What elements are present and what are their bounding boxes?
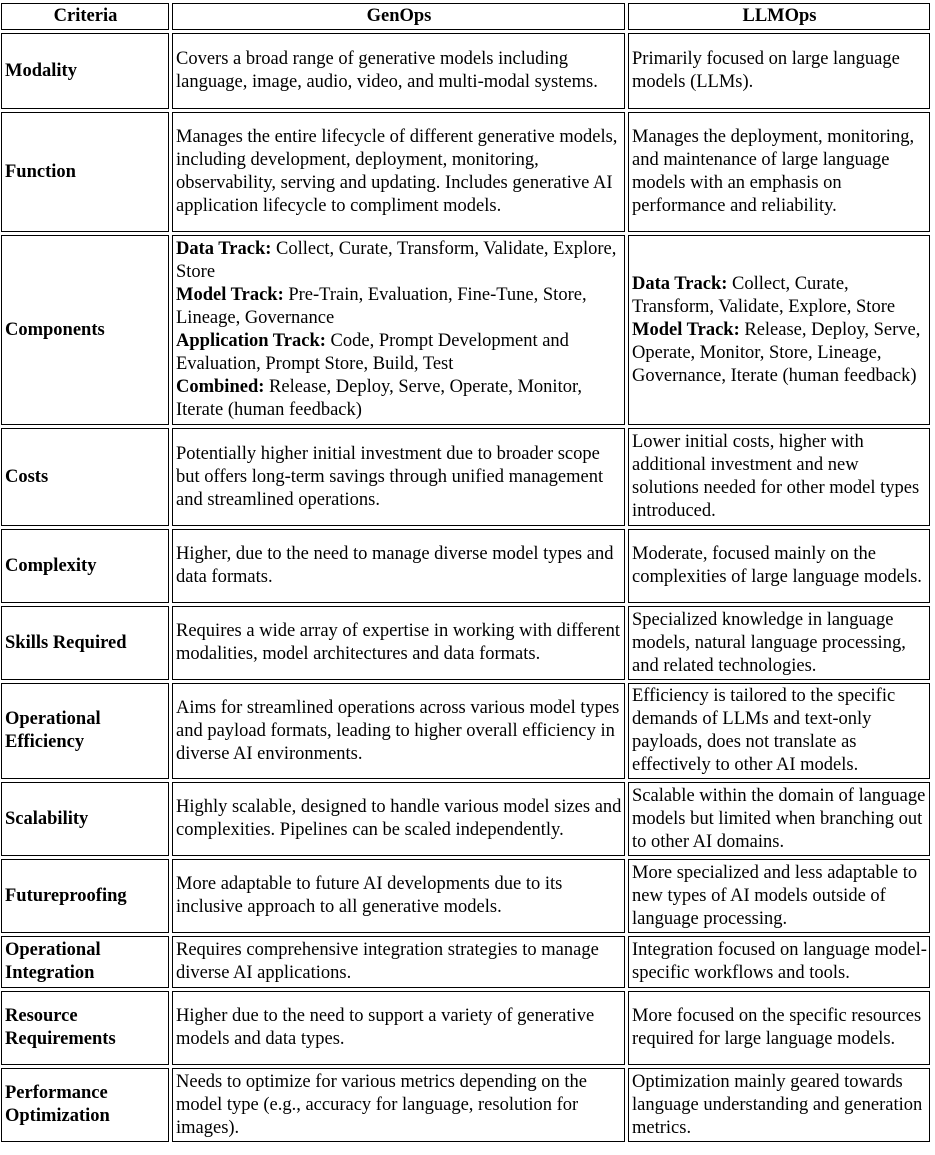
header-genops: GenOps [172,3,625,30]
llmops-cell: Lower initial costs, higher with additional investment and new solutions needed for other model types introduced. [628,428,930,526]
genops-cell: Aims for streamlined operations across various model types and payload formats, leading to higher overall efficiency in diverse AI environments. [172,683,625,779]
components-segment [176,285,587,328]
header-llmops: LLMOps [628,3,930,30]
table-row [1,991,930,1065]
segment-text: Code, Prompt Development and Evaluation, Prompt Store, Build, Test [176,331,569,374]
segment-text: Collect, Curate, Transform, Validate, Explore, Store [176,239,617,282]
table-row [1,936,930,988]
genops-cell: Needs to optimize for various metrics depending on the model type (e.g., accuracy for language, resolution for images). [172,1068,625,1142]
llmops-cell: More specialized and less adaptable to new types of AI models outside of language processing. [628,859,930,933]
criteria-cell: Resource Requirements [1,991,169,1065]
table-row [1,428,930,526]
criteria-cell: Futureproofing [1,859,169,933]
criteria-cell: Scalability [1,782,169,856]
llmops-cell: Scalable within the domain of language models but limited when branching out to other AI domains. [628,782,930,856]
segment-label: Data Track: [176,239,272,259]
llmops-cell: Moderate, focused mainly on the complexities of large language models. [628,529,930,603]
header-criteria: Criteria [1,3,169,30]
table-row [1,683,930,779]
genops-cell: Covers a broad range of generative models including language, image, audio, video, and multi-modal systems. [172,33,625,109]
criteria-cell: Operational Integration [1,936,169,988]
segment-text: Collect, Curate, Transform, Validate, Explore, Store [632,273,896,317]
segment-label: Combined: [176,377,265,397]
components-segment [632,274,895,317]
table-row [1,1068,930,1142]
segment-label: Application Track: [176,331,326,351]
table-header [1,3,930,30]
genops-cell [172,235,625,425]
table-body [1,33,930,1142]
llmops-cell: More focused on the specific resources required for large language models. [628,991,930,1065]
table-row [1,606,930,680]
criteria-cell: Performance Optimization [1,1068,169,1142]
criteria-cell: Modality [1,33,169,109]
genops-cell: Higher, due to the need to manage diverse model types and data formats. [172,529,625,603]
llmops-cell: Optimization mainly geared towards language understanding and generation metrics. [628,1068,930,1142]
components-segment [176,377,582,420]
llmops-cell: Specialized knowledge in language models, natural language processing, and related technologies. [628,606,930,680]
llmops-cell [628,235,930,425]
table-row [1,859,930,933]
criteria-cell: Skills Required [1,606,169,680]
genops-cell: Higher due to the need to support a variety of generative models and data types. [172,991,625,1065]
segment-text: Pre-Train, Evaluation, Fine-Tune, Store, Lineage, Governance [176,285,587,328]
llmops-cell: Primarily focused on large language models (LLMs). [628,33,930,109]
table-row [1,782,930,856]
llmops-cell: Integration focused on language model-specific workflows and tools. [628,936,930,988]
genops-cell: Requires a wide array of expertise in working with different modalities, model architectures and data formats. [172,606,625,680]
table-row [1,529,930,603]
genops-cell: More adaptable to future AI developments due to its inclusive approach to all generative models. [172,859,625,933]
table-row [1,112,930,232]
criteria-cell: Components [1,235,169,425]
genops-cell: Requires comprehensive integration strategies to manage diverse AI applications. [172,936,625,988]
genops-cell: Highly scalable, designed to handle various model sizes and complexities. Pipelines can be scaled independently. [172,782,625,856]
segment-label: Model Track: [176,285,284,305]
criteria-cell: Complexity [1,529,169,603]
table-row [1,235,930,425]
llmops-cell: Manages the deployment, monitoring, and maintenance of large language models with an emphasis on performance and reliability. [628,112,930,232]
llmops-cell: Efficiency is tailored to the specific demands of LLMs and text-only payloads, does not translate as effectively to other AI models. [628,683,930,779]
header-row [1,3,930,30]
components-segment [632,320,920,386]
criteria-cell: Function [1,112,169,232]
genops-cell: Manages the entire lifecycle of different generative models, including development, deployment, monitoring, observability, serving and updating. Includes generative AI application lifecycle to compliment models. [172,112,625,232]
segment-label: Model Track: [632,319,740,340]
criteria-cell: Operational Efficiency [1,683,169,779]
segment-text: Release, Deploy, Serve, Operate, Monitor, Store, Lineage, Governance, Iterate (human feedback) [632,319,921,386]
genops-cell: Potentially higher initial investment due to broader scope but offers long-term savings through unified management and streamlined operations. [172,428,625,526]
criteria-cell: Costs [1,428,169,526]
table-row [1,33,930,109]
segment-text: Release, Deploy, Serve, Operate, Monitor, Iterate (human feedback) [176,377,583,420]
segment-label: Data Track: [632,273,728,294]
components-segment [176,331,569,374]
components-segment [176,239,616,282]
